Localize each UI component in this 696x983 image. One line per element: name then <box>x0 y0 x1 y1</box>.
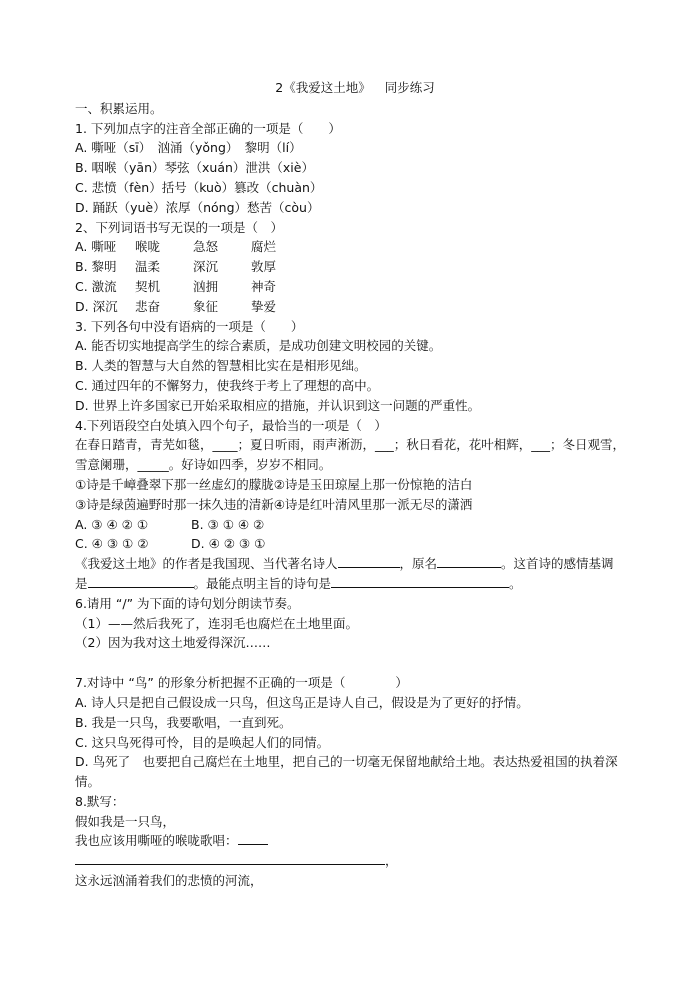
q2-stem: 2、下列词语书写无误的一项是（ ） <box>75 219 283 235</box>
q4-option-b: B. ③ ① ④ ② <box>191 516 265 532</box>
q2-c-3: 汹拥 <box>193 278 219 294</box>
q5-blank-theme[interactable] <box>331 575 509 588</box>
q3-stem: 3. 下列各句中没有语病的一项是（ ） <box>75 318 304 334</box>
q4-option-c: C. ④ ③ ① ② <box>75 536 149 552</box>
q8-stem: 8.默写： <box>75 793 125 809</box>
q2-b-1: B. 黎明 <box>75 259 117 275</box>
worksheet <box>75 78 635 891</box>
q5-blank-realname[interactable] <box>437 555 501 568</box>
q1-option-d: D. 踊跃（yuè）浓厚（nóng）愁苦（còu） <box>75 199 320 215</box>
q2-b-3: 深沉 <box>193 259 219 275</box>
q5-text-5: 。最能点明主旨的诗句是 <box>193 575 332 591</box>
q5-line-2 <box>75 574 635 594</box>
q8-blank-1[interactable] <box>238 832 268 845</box>
q4-option-a: A. ③ ④ ② ① <box>75 516 149 532</box>
q4-sentences-1: ①诗是千嶂叠翠下那一丝虚幻的朦胧②诗是玉田琼屋上那一份惊艳的洁白 <box>75 476 473 492</box>
title-main: 2《我爱这土地》 <box>275 80 371 95</box>
q1-option-b: B. 咽喉（yān）琴弦（xuán）泄洪（xiè） <box>75 160 314 176</box>
q2-a-1: A. 嘶哑 <box>75 239 117 255</box>
q8-line-2 <box>75 831 635 851</box>
q1-option-a: A. 嘶哑（sī） 汹涌（yǒng） 黎明（lí） <box>75 140 302 156</box>
q8-line-4: 这永远汹涌着我们的悲愤的河流， <box>75 873 263 889</box>
q5-blank-poet[interactable] <box>338 555 400 568</box>
q8-line-1: 假如我是一只鸟， <box>75 813 176 829</box>
q7-stem: 7.对诗中 “鸟” 的形象分析把握不正确的一项是（ ） <box>75 675 408 691</box>
q6-item-1: （1）——然后我死了，连羽毛也腐烂在土地里面。 <box>75 615 358 631</box>
q2-a-3: 急怒 <box>193 239 219 255</box>
q2-row-c <box>75 277 635 297</box>
q5-text-6: 。 <box>509 575 522 591</box>
q4-stem: 4.下列语段空白处填入四个句子，最恰当的一项是（ ） <box>75 417 387 433</box>
q7-option-c: C. 这只鸟死得可怜，目的是唤起人们的同情。 <box>75 734 330 750</box>
q2-a-4: 腐烂 <box>251 239 277 255</box>
q2-d-2: 悲奋 <box>135 298 161 314</box>
title-suffix: 同步练习 <box>384 80 435 95</box>
q2-c-4: 神奇 <box>251 278 277 294</box>
q5-line-1 <box>75 554 635 574</box>
q5-text-4: 是 <box>75 575 88 591</box>
q8-text-2: 我也应该用嘶哑的喉咙歌唱： <box>75 833 238 849</box>
q8-line-3 <box>75 851 635 871</box>
q4-options-cd <box>75 534 635 554</box>
q6-item-2: （2）因为我对这土地爱得深沉…… <box>75 635 271 651</box>
q2-c-2: 契机 <box>135 278 161 294</box>
q4-sentences-2: ③诗是绿茵遍野时那一抹久违的清新④诗是红叶清风里那一派无尽的潇洒 <box>75 496 473 512</box>
spacer <box>75 653 635 673</box>
q7-option-d: D. 鸟死了 也要把自己腐烂在土地里，把自己的一切毫无保留地献给土地。表达热爱祖国的执着深情。 <box>75 754 618 790</box>
q3-option-c: C. 通过四年的不懈努力，使我终于考上了理想的高中。 <box>75 377 380 393</box>
q3-option-a: A. 能否切实地提高学生的综合素质，是成功创建文明校园的关键。 <box>75 338 442 354</box>
q2-a-2: 喉咙 <box>135 239 161 255</box>
q5-text-1: 《我爱这土地》的作者是我国现、当代著名诗人 <box>75 556 338 572</box>
q2-c-1: C. 激流 <box>75 278 117 294</box>
q4-option-d: D. ④ ② ③ ① <box>191 536 266 552</box>
q2-b-4: 敦厚 <box>251 259 277 275</box>
section-heading: 一、积累运用。 <box>75 100 163 116</box>
q8-comma: ， <box>385 853 398 869</box>
q2-d-1: D. 深沉 <box>75 298 118 314</box>
q7-option-a: A. 诗人只是把自己假设成一只鸟，但这鸟正是诗人自己，假设是为了更好的抒情。 <box>75 694 529 710</box>
q3-option-b: B. 人类的智慧与大自然的智慧相比实在是相形见绌。 <box>75 358 367 374</box>
q2-row-b <box>75 257 635 277</box>
q2-d-3: 象征 <box>193 298 219 314</box>
q6-stem: 6.请用 “/” 为下面的诗句划分朗读节奏。 <box>75 595 300 611</box>
q8-blank-2[interactable] <box>75 852 385 865</box>
q1-option-c: C. 悲愤（fèn）括号（kuò）篡改（chuàn） <box>75 179 323 195</box>
q5-text-2: ，原名 <box>399 556 438 572</box>
q4-passage: 在春日踏青，青芜如毯，____；夏日听雨，雨声淅沥，___；秋日看花，花叶相辉，___；冬日观雪，雪意阑珊，_____。好诗如四季，岁岁不相同。 <box>75 437 626 473</box>
q2-row-a <box>75 237 635 257</box>
page-title <box>75 78 635 98</box>
q2-d-4: 挚爱 <box>251 298 277 314</box>
q1-stem: 1. 下列加点字的注音全部正确的一项是（ ） <box>75 120 341 136</box>
q5-blank-tone[interactable] <box>88 575 194 588</box>
q5-text-3: 。这首诗的感情基调 <box>501 556 614 572</box>
q2-row-d <box>75 297 635 317</box>
q4-options-ab <box>75 515 635 535</box>
q7-option-b: B. 我是一只鸟，我要歌唱，一直到死。 <box>75 714 292 730</box>
q2-b-2: 温柔 <box>135 259 161 275</box>
q3-option-d: D. 世界上许多国家已开始采取相应的措施，并认识到这一问题的严重性。 <box>75 397 481 413</box>
